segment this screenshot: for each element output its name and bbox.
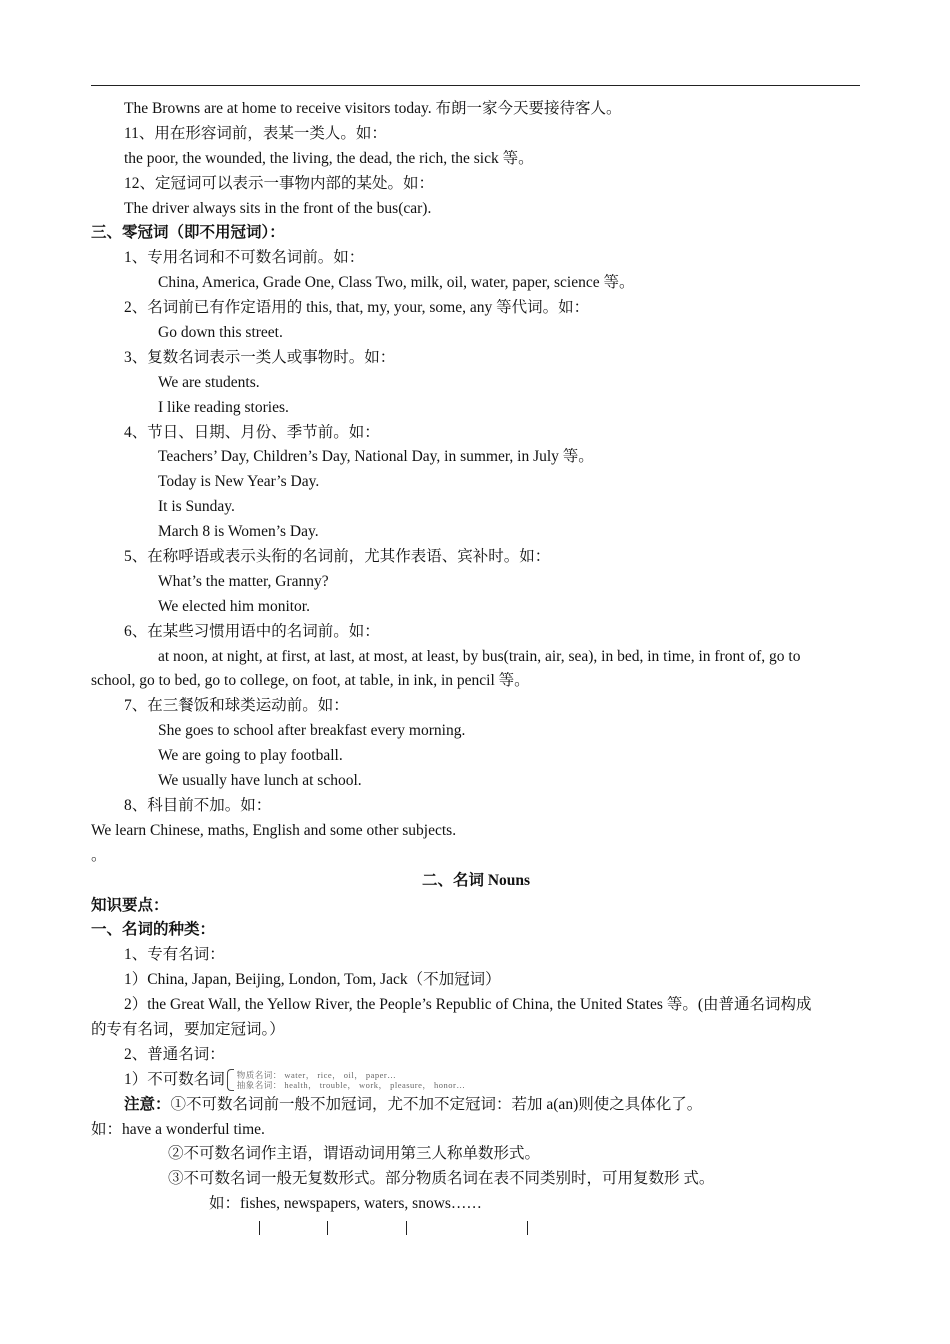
brace-list: [237, 1070, 466, 1090]
example-line: What’s the matter, Granny?: [158, 572, 329, 590]
example-line-continued: school, go to bed, go to college, on foot, at table, in ink, in pencil 等。: [91, 672, 530, 690]
note-text: ①不可数名词前一般不加冠词，尤不加不定冠词：若加 a(an)则使之具体化了。: [170, 1095, 703, 1113]
text-line-continued: 的专有名词，要加定冠词。）: [91, 1020, 285, 1038]
note-label: 注意：: [124, 1095, 171, 1113]
example-line: We are going to play football.: [158, 747, 343, 765]
tick-mark: [406, 1221, 407, 1235]
example-line: I like reading stories.: [158, 398, 289, 416]
section-heading: 三、零冠词（即不用冠词）：: [91, 224, 285, 242]
note-line: [91, 1093, 861, 1118]
example-line: Go down this street.: [158, 324, 283, 342]
text-line: 2、普通名词：: [124, 1045, 225, 1063]
example-line: We usually have lunch at school.: [158, 772, 362, 790]
text-line: 。: [91, 846, 107, 864]
brace-item-abstract: 抽象名词： health， trouble， work， pleasure， honor…: [236, 1080, 466, 1091]
text-line: ③不可数名词一般无复数形式。部分物质名词在表不同类别时，可用复数形 式。: [168, 1170, 715, 1188]
text-line: 1）China, Japan, Beijing, London, Tom, Jack（不加冠词）: [124, 971, 501, 989]
tick-mark: [527, 1221, 528, 1235]
text-line: 3、复数名词表示一类人或事物时。如：: [124, 348, 396, 366]
text-line: 8、科目前不加。如：: [124, 796, 272, 814]
example-line: March 8 is Women’s Day.: [158, 523, 319, 541]
example-line: We are students.: [158, 373, 260, 391]
section-heading: 知识要点：: [91, 896, 169, 914]
example-line: It is Sunday.: [158, 498, 235, 516]
chapter-title: 二、名词 Nouns: [421, 871, 531, 889]
text-line: the poor, the wounded, the living, the dead, the rich, the sick 等。: [124, 149, 534, 167]
text-line: 1、专有名词：: [124, 946, 225, 964]
example-line: Teachers’ Day, Children’s Day, National Day, in summer, in July 等。: [158, 448, 594, 466]
text-line: ②不可数名词作主语，谓语动词用第三人称单数形式。: [168, 1145, 541, 1163]
text-line: The Browns are at home to receive visitors today. 布朗一家今天要接待客人。: [124, 100, 622, 117]
example-line: Today is New Year’s Day.: [158, 473, 320, 491]
header-rule: [91, 85, 860, 86]
brace-item-material: 物质名词： water， rice， oil， paper…: [236, 1070, 397, 1081]
tick-mark: [327, 1221, 328, 1235]
uncountable-noun-label: 1）不可数名词: [124, 1070, 225, 1088]
text-line: 2）the Great Wall, the Yellow River, the People’s Republic of China, the United States 等。(由普通名词构成: [124, 996, 812, 1014]
example-line: We elected him monitor.: [158, 597, 310, 615]
brace-icon: [227, 1069, 234, 1091]
uncountable-noun-line: [91, 1068, 861, 1093]
tick-mark: [259, 1221, 260, 1235]
text-line: 5、在称呼语或表示头衔的名词前，尤其作表语、宾补时。如：: [124, 548, 551, 566]
section-heading: 一、名词的种类：: [91, 921, 216, 939]
text-line: The driver always sits in the front of the bus(car).: [124, 199, 432, 217]
example-line: China, America, Grade One, Class Two, milk, oil, water, paper, science 等。: [158, 274, 635, 292]
tick-marks: [91, 1217, 861, 1242]
example-line: at noon, at night, at first, at last, at most, at least, by bus(train, air, sea), in bed, in time, in front of, go to: [158, 647, 801, 665]
text-line: 6、在某些习惯用语中的名词前。如：: [124, 622, 380, 640]
example-line: 如：fishes, newspapers, waters, snows……: [209, 1195, 482, 1213]
text-line: 2、名词前已有作定语用的 this, that, my, your, some, any 等代词。如：: [124, 299, 590, 317]
text-line: 11、用在形容词前，表某一类人。如：: [124, 124, 387, 142]
document-body: [91, 97, 861, 1242]
example-line: She goes to school after breakfast every morning.: [158, 722, 466, 740]
text-line: 4、节日、日期、月份、季节前。如：: [124, 423, 380, 441]
text-line: 如：have a wonderful time.: [91, 1120, 265, 1138]
text-line: We learn Chinese, maths, English and some other subjects.: [91, 821, 457, 839]
text-line: 7、在三餐饭和球类运动前。如：: [124, 697, 349, 715]
text-line: 12、定冠词可以表示一事物内部的某处。如：: [124, 174, 435, 192]
text-line: 1、专用名词和不可数名词前。如：: [124, 249, 365, 267]
